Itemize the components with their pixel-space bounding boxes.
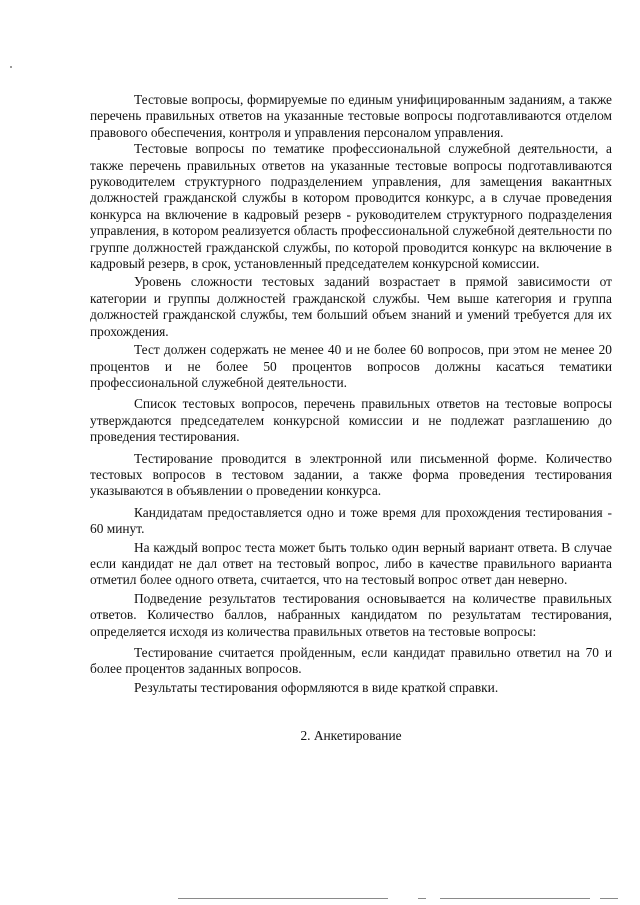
- section-heading: 2. Анкетирование: [300, 728, 402, 744]
- scan-speck: [10, 66, 12, 68]
- paragraph-pass-threshold: Тестирование считается пройденным, если кандидат правильно ответил на 70 и более процентов заданных вопросов.: [90, 645, 612, 677]
- scan-artifact-line: [418, 898, 426, 899]
- scan-artifact-line: [440, 898, 590, 899]
- document-body: [90, 92, 612, 745]
- paragraph-test-questions-professional: Тестовые вопросы по тематике профессиональной служебной деятельности, а также перечень правильных ответов на указанные тестовые вопросы подготавливаются руководителем структурного подразделением управления, для замещения вакантных должностей гражданской службы в котором проводится конкурс, а в случае проведения конкурса на включение в кадровый резерв - руководителем структурного подразделения управления, в котором реализуется область профессиональной служебной деятельности по группе должностей гражданской службы, по которой проводится конкурс на включение в кадровый резерв, в срок, установленный председателем конкурсной комиссии.: [90, 141, 612, 272]
- paragraph-approval: Список тестовых вопросов, перечень правильных ответов на тестовые вопросы утверждаются председателем конкурсной комиссии и не подлежат разглашению до проведения тестирования.: [90, 396, 612, 445]
- paragraph-test-form: Тестирование проводится в электронной или письменной форме. Количество тестовых вопросов в тестовом задании, а также форма проведения тестирования указываются в объявлении о проведении конкурса.: [90, 450, 612, 499]
- paragraph-results-basis: Подведение результатов тестирования основывается на количестве правильных ответов. Количество баллов, набранных кандидатом по результатам тестирования, определяется исходя из количества правильных ответов на тестовые вопросы:: [90, 590, 612, 639]
- paragraph-test-questions-unified: Тестовые вопросы, формируемые по единым унифицированным заданиям, а также перечень правильных ответов на указанные тестовые вопросы подготавливаются отделом правового обеспечения, контроля и управления персоналом управления.: [90, 92, 612, 140]
- paragraph-question-count: Тест должен содержать не менее 40 и не более 60 вопросов, при этом не менее 20 процентов и не более 50 процентов вопросов должны касаться тематики профессиональной служебной деятельности.: [90, 342, 612, 390]
- scan-artifact-line: [600, 898, 618, 899]
- paragraph-results-report: Результаты тестирования оформляются в виде краткой справки.: [134, 679, 499, 695]
- scan-artifact-line: [178, 898, 388, 899]
- paragraph-time-limit: Кандидатам предоставляется одно и тоже время для прохождения тестирования - 60 минут.: [90, 504, 612, 537]
- paragraph-difficulty-level: Уровень сложности тестовых заданий возрастает в прямой зависимости от категории и группы должностей гражданской службы. Чем выше категория и группа должностей гражданской службы, тем больший объем знаний и умений требуется для их прохождения.: [90, 274, 612, 339]
- paragraph-single-answer: На каждый вопрос теста может быть только один верный вариант ответа. В случае если кандидат не дал ответ на тестовый вопрос, либо в качестве правильного варианта отметил более одного ответа, считается, что на тестовый вопрос ответ дан неверно.: [90, 539, 612, 588]
